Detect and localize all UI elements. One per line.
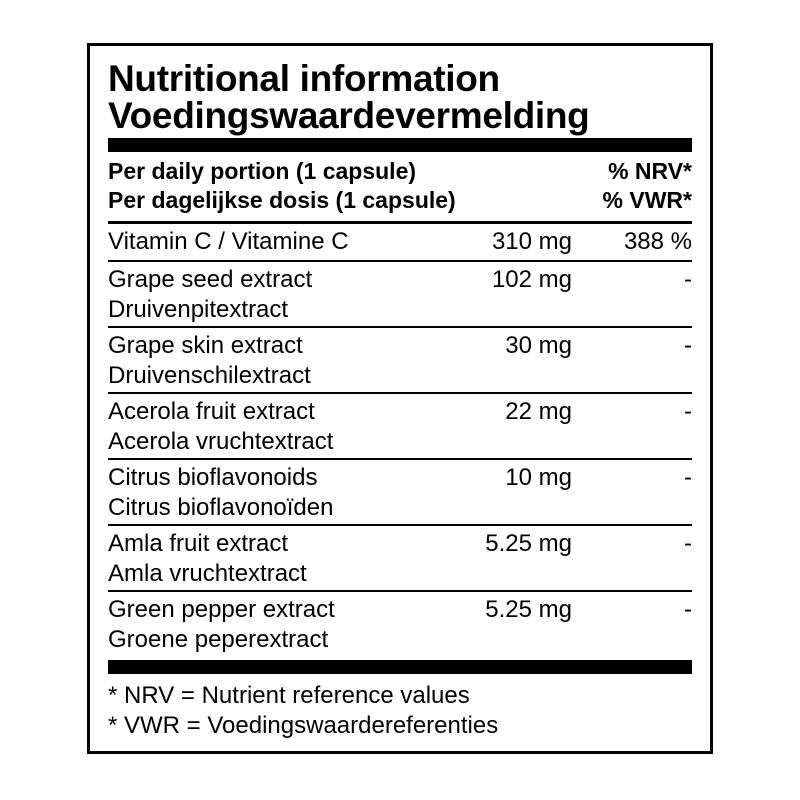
nutrient-name-dutch: Citrus bioflavonoïden <box>108 494 334 521</box>
nutrient-amount: 5.25 mg <box>485 530 572 557</box>
footnotes <box>108 681 498 741</box>
table-row <box>108 328 692 394</box>
nutrient-name <box>108 529 307 589</box>
nutrient-name <box>108 265 312 325</box>
percent-header <box>603 157 692 215</box>
nutrient-name-english: Vitamin C / Vitamine C <box>108 228 349 255</box>
nutrient-percent: - <box>684 530 692 557</box>
nutrient-table <box>108 224 692 656</box>
table-row <box>108 592 692 656</box>
nutrient-name <box>108 595 335 655</box>
nutrient-name-english: Acerola fruit extract <box>108 398 315 425</box>
table-row <box>108 224 692 262</box>
nutrient-name-english: Grape skin extract <box>108 332 303 359</box>
nutrient-percent: 388 % <box>623 228 692 255</box>
nutrient-name-dutch: Acerola vruchtextract <box>108 428 334 455</box>
title-english: Nutritional information <box>108 58 500 99</box>
portion-dutch: Per dagelijkse dosis (1 capsule) <box>108 187 456 213</box>
table-row <box>108 460 692 526</box>
nutrition-panel <box>87 43 713 754</box>
nutrient-name-dutch: Amla vruchtextract <box>108 560 307 587</box>
nutrient-name-dutch: Druivenschilextract <box>108 362 311 389</box>
portion-header <box>108 157 456 215</box>
column-header <box>108 157 692 217</box>
table-row <box>108 262 692 328</box>
nutrient-name-english: Grape seed extract <box>108 266 313 293</box>
nutrient-name-english: Amla fruit extract <box>108 530 289 557</box>
table-row <box>108 394 692 460</box>
nutrient-amount: 10 mg <box>505 464 572 491</box>
nutrient-name <box>108 331 311 391</box>
nutrient-name <box>108 397 333 457</box>
nutrient-percent: - <box>684 266 692 293</box>
footnote-nrv: * NRV = Nutrient reference values <box>108 682 470 709</box>
nutrient-amount: 22 mg <box>505 398 572 425</box>
nutrient-percent: - <box>684 332 692 359</box>
nutrient-percent: - <box>684 398 692 425</box>
nutrient-amount: 5.25 mg <box>485 596 572 623</box>
nutrient-amount: 30 mg <box>505 332 572 359</box>
nutrient-percent: - <box>684 464 692 491</box>
title-dutch: Voedingswaardevermelding <box>108 95 590 136</box>
nutrient-name-dutch: Groene peperextract <box>108 626 329 653</box>
nutrient-amount: 310 mg <box>491 228 572 255</box>
nutrient-percent: - <box>684 596 692 623</box>
nutrient-amount: 102 mg <box>491 266 572 293</box>
nutrient-name <box>108 463 333 523</box>
nutrient-name-english: Green pepper extract <box>108 596 335 623</box>
nutrient-name-dutch: Druivenpitextract <box>108 296 289 323</box>
nutrient-name-english: Citrus bioflavonoids <box>108 464 318 491</box>
table-row <box>108 526 692 592</box>
bottom-thick-divider <box>108 660 692 674</box>
nutrient-name <box>108 227 349 257</box>
portion-english: Per daily portion (1 capsule) <box>108 158 417 184</box>
vwr-header: % VWR* <box>602 187 692 213</box>
nrv-header: % NRV* <box>608 158 692 184</box>
panel-title <box>108 60 589 134</box>
footnote-vwr: * VWR = Voedingswaardereferenties <box>108 712 499 739</box>
top-thick-divider <box>108 138 692 152</box>
